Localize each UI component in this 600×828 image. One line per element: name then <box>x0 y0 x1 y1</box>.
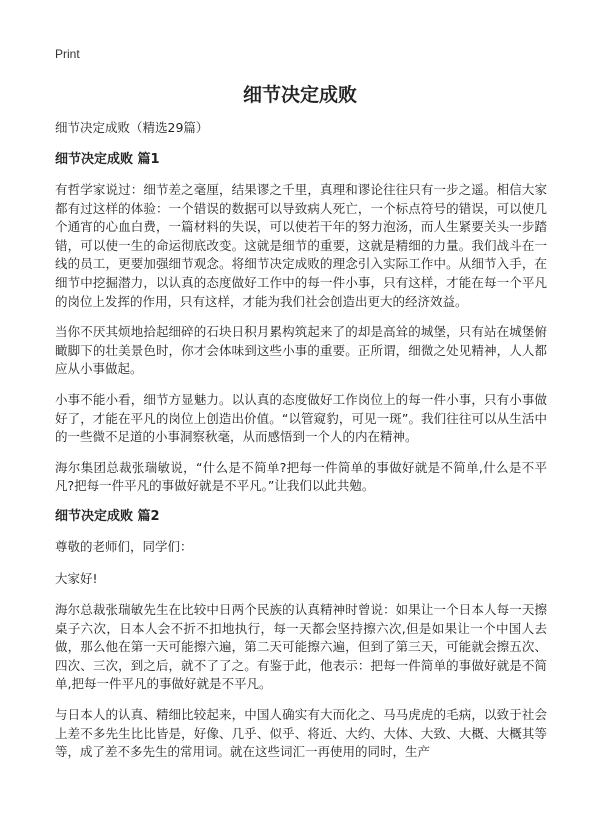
section-2 <box>55 508 547 762</box>
section-heading: 细节决定成败 篇2 <box>55 508 160 524</box>
greeting: 大家好! <box>55 570 98 586</box>
print-link[interactable]: Print <box>55 47 80 61</box>
salutation: 尊敬的老师们，同学们： <box>55 538 193 554</box>
document-body <box>55 119 547 774</box>
paragraph: 当你不厌其烦地拾起细碎的石块日积月累构筑起来了的却是高耸的城堡，只有站在城堡俯瞰脚下的壮美景色时，你才会体味到这些小事的重要。正所谓，细微之处见精神，人人都应从小事做起。 <box>55 324 547 377</box>
document-subtitle: 细节决定成败（精选29篇） <box>55 120 209 135</box>
section-heading: 细节决定成败 篇1 <box>55 152 160 167</box>
paragraph: 海尔集团总裁张瑞敏说，“什么是不简单?把每一件简单的事做好就是不简单,什么是不平凡?把每一件平凡的事做好就是不平凡。”让我们以此共勉。 <box>55 459 547 494</box>
paragraph: 海尔总裁张瑞敏先生在比较中日两个民族的认真精神时曾说：如果让一个日本人每一天擦桌子六次，日本人会不折不扣地执行，每一天都会坚持擦六次,但是如果让一个中国人去做，那么他在第一天可能擦六遍，第二天可能擦六遍，但到了第三天，可能就会擦五次、四次、三次，到之后，就不了了之。有鉴于此，他表示：把每一件简单的事做好就是不简单,把每一件平凡的事做好就是不平凡。 <box>55 602 547 692</box>
document-title: 细节决定成败 <box>242 84 357 106</box>
paragraph: 有哲学家说过：细节差之毫厘，结果谬之千里，真理和谬论往往只有一步之遥。相信大家都有过这样的体验：一个错误的数据可以导致病人死亡，一个标点符号的错误，可以使几个通宵的心血白费，一篇材料的失误，可以使若干年的努力泡汤，而人生紧要关头一步踏错，可以使一生的命运彻底改变。这就是细节的重要，这就是精细的力量。我们战斗在一线的员工，更要加强细节观念。将细节决定成败的理念引入实际工作中。从细节入手，在细节中挖掘潜力，以认真的态度做好工作中的每一件小事，只有这样，才能在每一个平凡的岗位上发挥的作用，只有这样，才能为我们社会创造出更大的经济效益。 <box>55 182 547 309</box>
paragraph: 小事不能小看，细节方显魅力。以认真的态度做好工作岗位上的每一件小事，只有小事做好了，才能在平凡的岗位上创造出价值。“以管窥豹，可见一斑”。我们往往可以从生活中的一些微不足道的小事洞察秋毫，从而感悟到一个人的内在精神。 <box>55 391 547 445</box>
paragraph: 与日本人的认真、精细比较起来，中国人确实有大而化之、马马虎虎的毛病，以致于社会上差不多先生比比皆是，好像、几乎、似乎、将近、大约、大体、大致、大概、大概其等等，成了差不多先生的常用词。就在这些词汇一再使用的同时，生产 <box>55 707 547 760</box>
section-1 <box>55 151 547 496</box>
